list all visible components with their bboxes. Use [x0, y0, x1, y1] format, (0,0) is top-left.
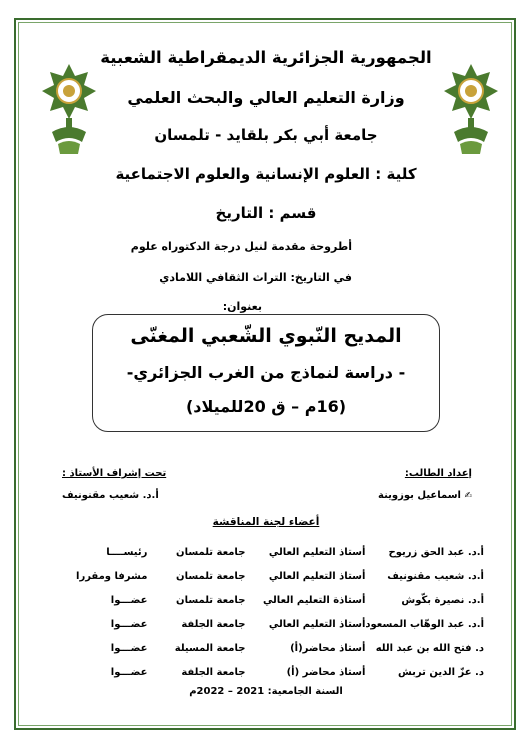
university-heading: جامعة أبي بكر بلقايد - تلمسان [154, 126, 378, 144]
faculty-heading: كلية : العلوم الإنسانية والعلوم الاجتماعية [115, 165, 417, 183]
title-intro: بعنوان: [222, 300, 262, 313]
table-row: أ.د. عبد الوهّاب المسعود أستاذ التعليم العالي جامعة الجلفة عضـــوا [110, 618, 484, 630]
degree-line: أطروحة مقدمة لنيل درجة الدكتوراه علوم [130, 240, 352, 253]
thesis-title-period: (16م – ق 20للميلاد) [185, 397, 347, 416]
jury-title: أعضاء لجنة المناقشة [212, 516, 320, 528]
university-emblem-right-icon [440, 62, 502, 158]
table-row: أ.د. شعيب مقنونيف أستاذ التعليم العالي جامعة تلمسان مشرفا ومقررا [76, 570, 484, 582]
supervisor-name: أ.د. شعيب مقنونيف [62, 490, 159, 501]
thesis-title-main: المديح النّبوي الشّعبي المغنّى [130, 325, 402, 347]
signature-mark-icon: ✍ [464, 491, 472, 501]
thesis-title-box [92, 314, 440, 432]
republic-heading: الجمهورية الجزائرية الديمقراطية الشعبية [100, 48, 432, 67]
student-label: إعداد الطالب: [404, 468, 472, 479]
academic-year: السنة الجامعية: 2021 – 2022م [189, 686, 343, 697]
jury-table [48, 540, 484, 684]
field-line: في التاريخ: التراث الثقافي اللامادي [159, 271, 352, 284]
table-row: د. فتح الله بن عبد الله أستاذ محاضر(أ) جامعة المسيلة عضـــوا [110, 642, 484, 654]
table-row: أ.د. عبد الحق زريوح أستاذ التعليم العالي جامعة تلمسان رئيســــا [106, 546, 484, 558]
supervisor-label: تحت إشراف الأستاذ : [62, 468, 167, 479]
department-heading: قسم : التاريخ [215, 204, 317, 222]
university-emblem-left-icon [38, 62, 100, 158]
table-row: أ.د. نصيرة بكّوش أستاذة التعليم العالي جامعة تلمسان عضـــوا [110, 594, 484, 606]
student-name: ✍ اسماعيل بوزوينة [378, 490, 472, 501]
table-row: د. عزّ الدين تربش أستاذ محاضر (أ) جامعة الجلفة عضـــوا [110, 666, 484, 678]
ministry-heading: وزارة التعليم العالي والبحث العلمي [127, 88, 405, 107]
thesis-title-subtitle: - دراسة لنماذج من الغرب الجزائري- [126, 363, 406, 382]
